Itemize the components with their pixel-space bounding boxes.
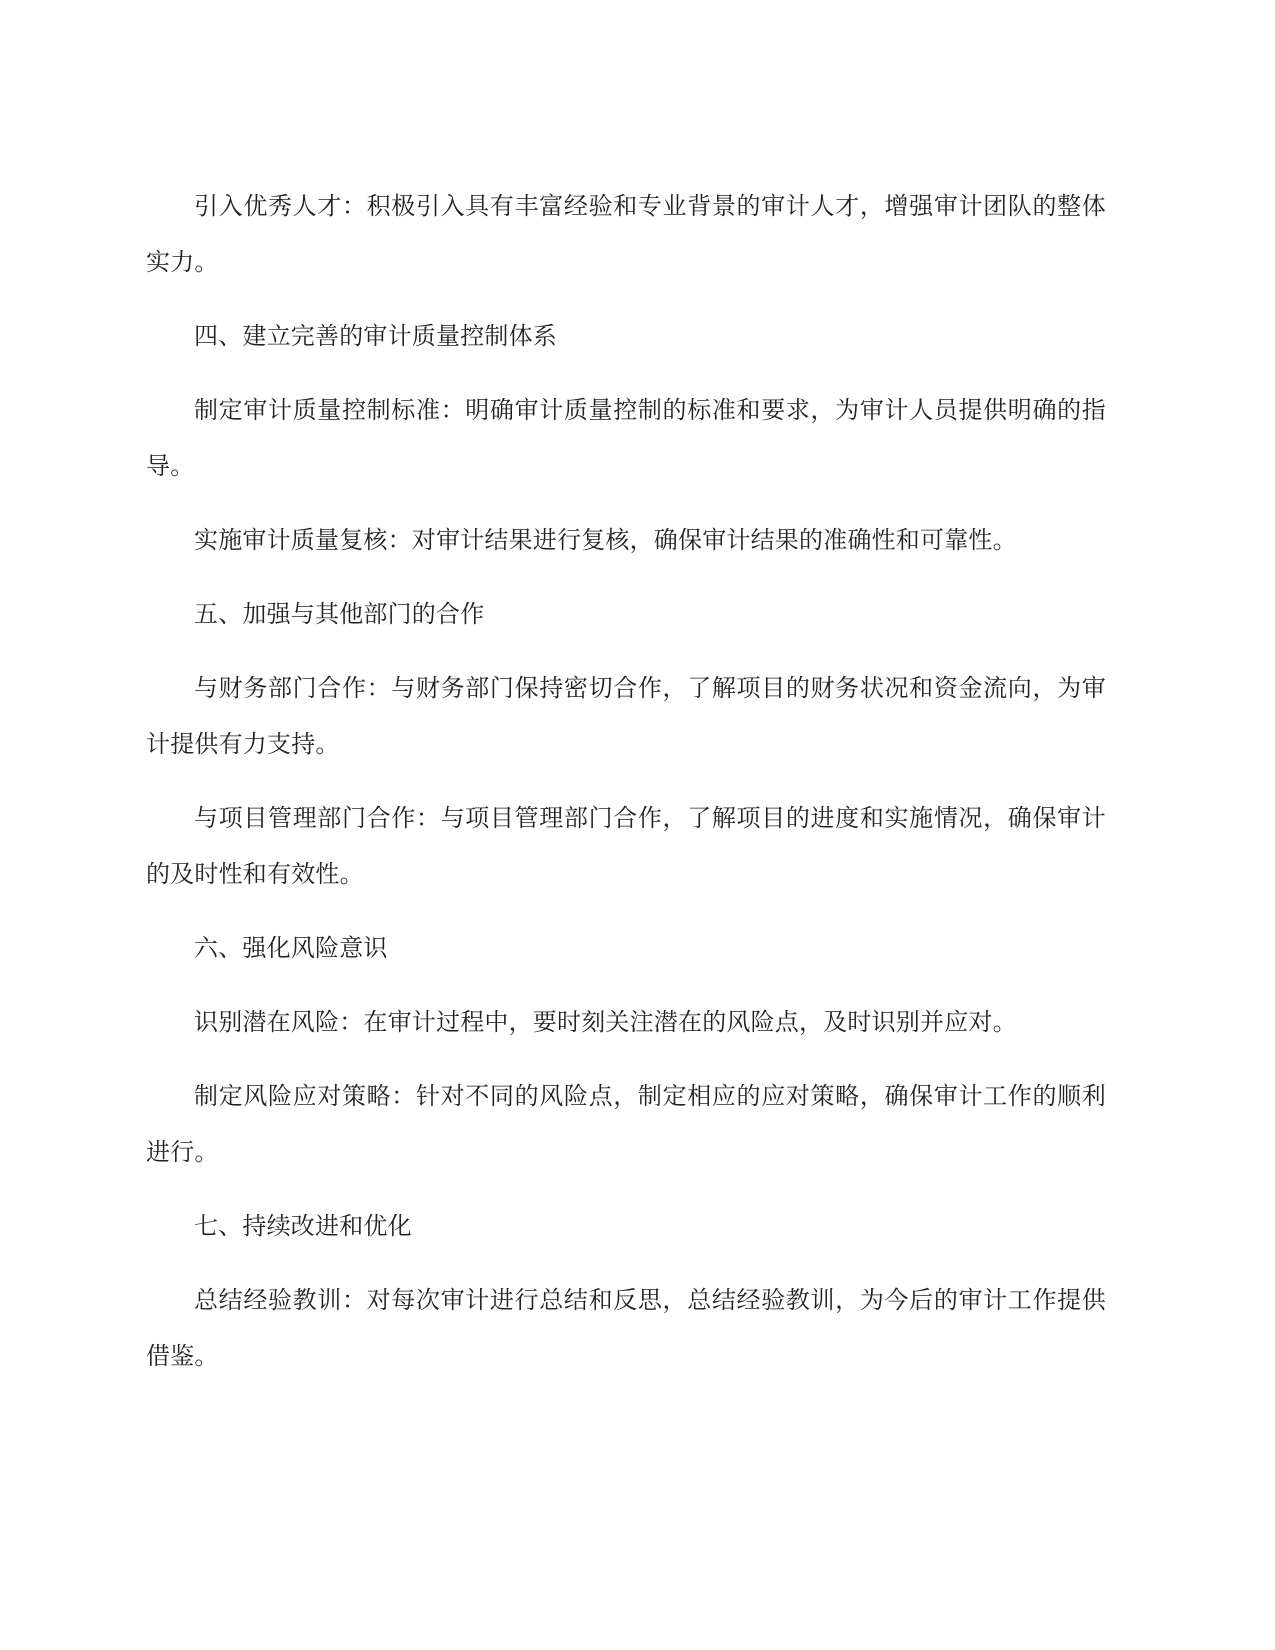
section-heading-7: 七、持续改进和优化 [194, 1212, 412, 1240]
paragraph-lessons: 总结经验教训：对每次审计进行总结和反思，总结经验教训，为今后的审计工作提供借鉴。 [146, 1286, 1106, 1370]
paragraph-project-cooperation: 与项目管理部门合作：与项目管理部门合作，了解项目的进度和实施情况，确保审计的及时性和有效性。 [146, 804, 1106, 888]
document-body [146, 178, 1106, 1384]
paragraph-quality-standard: 制定审计质量控制标准：明确审计质量控制的标准和要求，为审计人员提供明确的指导。 [146, 396, 1106, 480]
paragraph-risk-strategy: 制定风险应对策略：针对不同的风险点，制定相应的应对策略，确保审计工作的顺利进行。 [146, 1082, 1106, 1166]
section-heading-5: 五、加强与其他部门的合作 [194, 600, 485, 628]
paragraph-talent: 引入优秀人才：积极引入具有丰富经验和专业背景的审计人才，增强审计团队的整体实力。 [146, 192, 1106, 276]
paragraph-finance-cooperation: 与财务部门合作：与财务部门保持密切合作，了解项目的财务状况和资金流向，为审计提供有力支持。 [146, 674, 1106, 758]
section-heading-4: 四、建立完善的审计质量控制体系 [194, 322, 557, 350]
section-heading-6: 六、强化风险意识 [194, 934, 388, 962]
paragraph-quality-review: 实施审计质量复核：对审计结果进行复核，确保审计结果的准确性和可靠性。 [194, 526, 1017, 554]
paragraph-risk-identify: 识别潜在风险：在审计过程中，要时刻关注潜在的风险点，及时识别并应对。 [194, 1008, 1017, 1036]
